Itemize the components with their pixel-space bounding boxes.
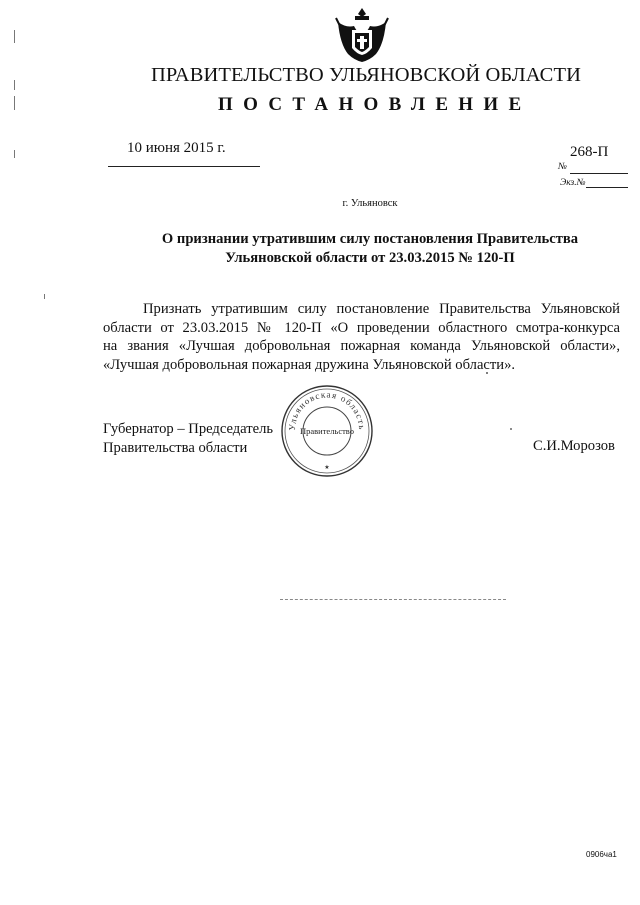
seal-ring-text: Ульяновская область — [286, 389, 368, 431]
scan-speck — [486, 372, 488, 374]
scan-mark — [14, 96, 15, 110]
organization-name: ПРАВИТЕЛЬСТВО УЛЬЯНОВСКОЙ ОБЛАСТИ — [151, 64, 581, 86]
signatory-name: С.И.Морозов — [533, 438, 615, 454]
copy-number-label: Экз.№ — [560, 178, 586, 188]
scan-mark — [14, 30, 15, 43]
document-number: 268-П — [570, 144, 609, 160]
document-date: 10 июня 2015 г. — [127, 140, 226, 156]
document-code: 0906ча1 — [586, 850, 617, 859]
date-underline — [108, 166, 260, 167]
document-type: ПОСТАНОВЛЕНИЕ — [218, 94, 532, 115]
title-line: Ульяновской области от 23.03.2015 № 120-П — [225, 250, 515, 266]
body-line: Признать утратившим силу постановление Правительства Ульяновской — [143, 301, 620, 317]
title-line: О признании утратившим силу постановления Правительства — [161, 231, 579, 247]
seal-center-text: Правительство — [299, 426, 355, 436]
scan-mark — [44, 294, 45, 299]
scan-mark — [14, 150, 15, 158]
position-line: Правительства области — [103, 440, 248, 456]
body-line: на звания «Лучшая добровольная пожарная команда Ульяновской области», — [103, 338, 620, 354]
number-underline — [570, 173, 628, 174]
document-title — [100, 230, 640, 268]
coat-of-arms-emblem — [334, 4, 390, 64]
separator-line — [280, 599, 506, 600]
seal-star: ★ — [324, 465, 330, 471]
city-name: г. Ульяновск — [342, 198, 398, 209]
body-line: «Лучшая добровольная пожарная дружина Ульяновской области». — [103, 356, 516, 373]
official-seal-stamp — [279, 383, 375, 479]
document-body — [103, 300, 620, 374]
position-line: Губернатор – Председатель — [103, 421, 274, 437]
signatory-position — [103, 420, 273, 458]
copy-number-underline — [586, 187, 628, 188]
scan-speck — [510, 428, 512, 430]
number-label: № — [558, 162, 567, 172]
body-line: области от 23.03.2015 № 120-П «О проведении областного смотра-конкурса — [103, 319, 620, 336]
